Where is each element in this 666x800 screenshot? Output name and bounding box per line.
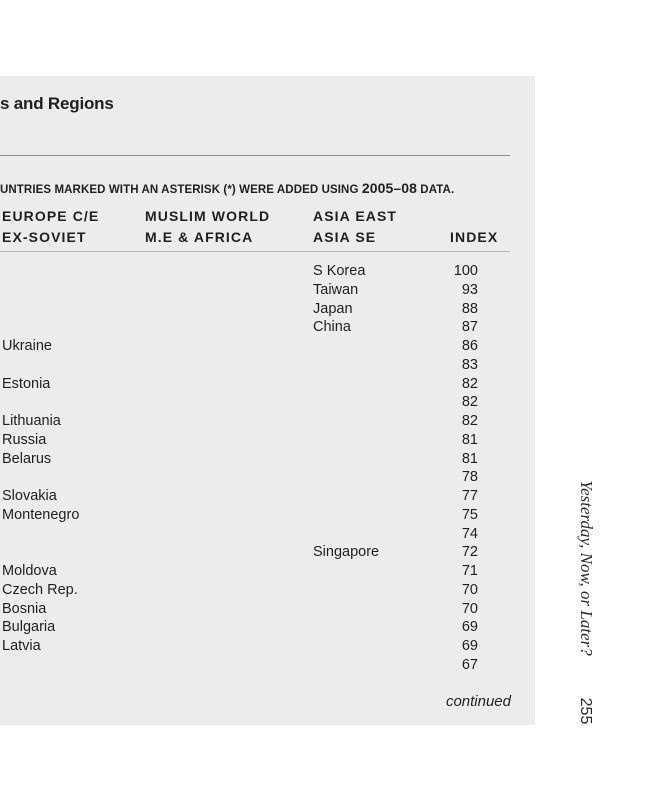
row-index-cell: 82 xyxy=(461,394,478,411)
row-asia-cell: S Korea xyxy=(313,263,366,279)
table-title: s and Regions xyxy=(0,94,114,113)
row-index-cell: 69 xyxy=(461,619,478,636)
row-index-cell: 82 xyxy=(461,413,478,429)
column-header-europe xyxy=(2,206,99,248)
row-index-cell: 72 xyxy=(461,544,478,561)
page-number-text: 255 xyxy=(577,697,594,725)
row-index-cell: 74 xyxy=(461,525,478,542)
row-europe-cell: Slovakia xyxy=(2,488,57,504)
column-header-europe-line2: EX-SOVIET xyxy=(2,229,87,245)
row-europe-cell: Montenegro xyxy=(2,506,80,523)
column-header-muslim xyxy=(145,206,270,248)
row-index-cell: 70 xyxy=(461,600,478,617)
row-index-cell: 87 xyxy=(461,319,478,336)
row-index-cell: 81 xyxy=(461,431,478,448)
row-asia-cell: Japan xyxy=(313,300,353,317)
row-europe-cell: Bulgaria xyxy=(2,619,56,636)
row-index-cell: 81 xyxy=(461,450,478,467)
row-index-cell: 100 xyxy=(453,263,478,279)
row-europe-cell: Russia xyxy=(2,431,47,448)
row-index-cell: 71 xyxy=(461,563,478,579)
row-asia-cell: China xyxy=(313,319,351,336)
row-index-cell: 88 xyxy=(461,300,478,317)
row-index-cell: 93 xyxy=(461,281,478,298)
row-index-cell: 75 xyxy=(461,506,478,523)
header-rule xyxy=(0,251,510,252)
row-index-cell: 67 xyxy=(461,656,478,673)
row-europe-cell: Bosnia xyxy=(2,600,47,617)
row-europe-cell: Moldova xyxy=(2,563,57,579)
row-europe-cell: Czech Rep. xyxy=(2,581,78,598)
row-index-cell: 77 xyxy=(461,488,478,504)
column-header-asia-line2: ASIA SE xyxy=(313,229,377,245)
row-index-cell: 82 xyxy=(461,375,478,392)
column-header-europe-line1: EUROPE C/E xyxy=(2,208,100,224)
row-index-cell: 86 xyxy=(461,338,478,354)
note-years: 2005–08 xyxy=(361,180,418,196)
row-europe-cell: Latvia xyxy=(2,638,41,654)
column-header-muslim-line2: M.E & AFRICA xyxy=(145,229,254,245)
column-header-asia-line1: ASIA EAST xyxy=(313,208,398,224)
row-index-cell: 70 xyxy=(461,581,478,598)
row-index-cell: 78 xyxy=(461,469,478,486)
column-header-asia xyxy=(313,206,397,248)
row-europe-cell: Belarus xyxy=(2,450,52,467)
column-header-muslim-line1: MUSLIM WORLD xyxy=(145,208,271,224)
row-index-cell: 83 xyxy=(461,356,478,373)
table-note xyxy=(0,180,454,196)
row-asia-cell: Taiwan xyxy=(313,281,359,298)
row-europe-cell: Lithuania xyxy=(2,413,61,429)
row-asia-cell: Singapore xyxy=(313,544,380,561)
row-europe-cell: Estonia xyxy=(2,375,51,392)
note-post: DATA. xyxy=(417,184,455,196)
running-head-text: Yesterday, Now, or Later? xyxy=(577,480,596,656)
column-header-index: INDEX xyxy=(450,229,499,245)
row-index-cell: 69 xyxy=(461,638,478,654)
note-pre: UNTRIES MARKED WITH AN ASTERISK (*) WERE ADDED USING xyxy=(0,184,362,196)
continued-label: continued xyxy=(445,693,511,710)
row-europe-cell: Ukraine xyxy=(2,338,52,354)
title-rule xyxy=(0,155,510,156)
